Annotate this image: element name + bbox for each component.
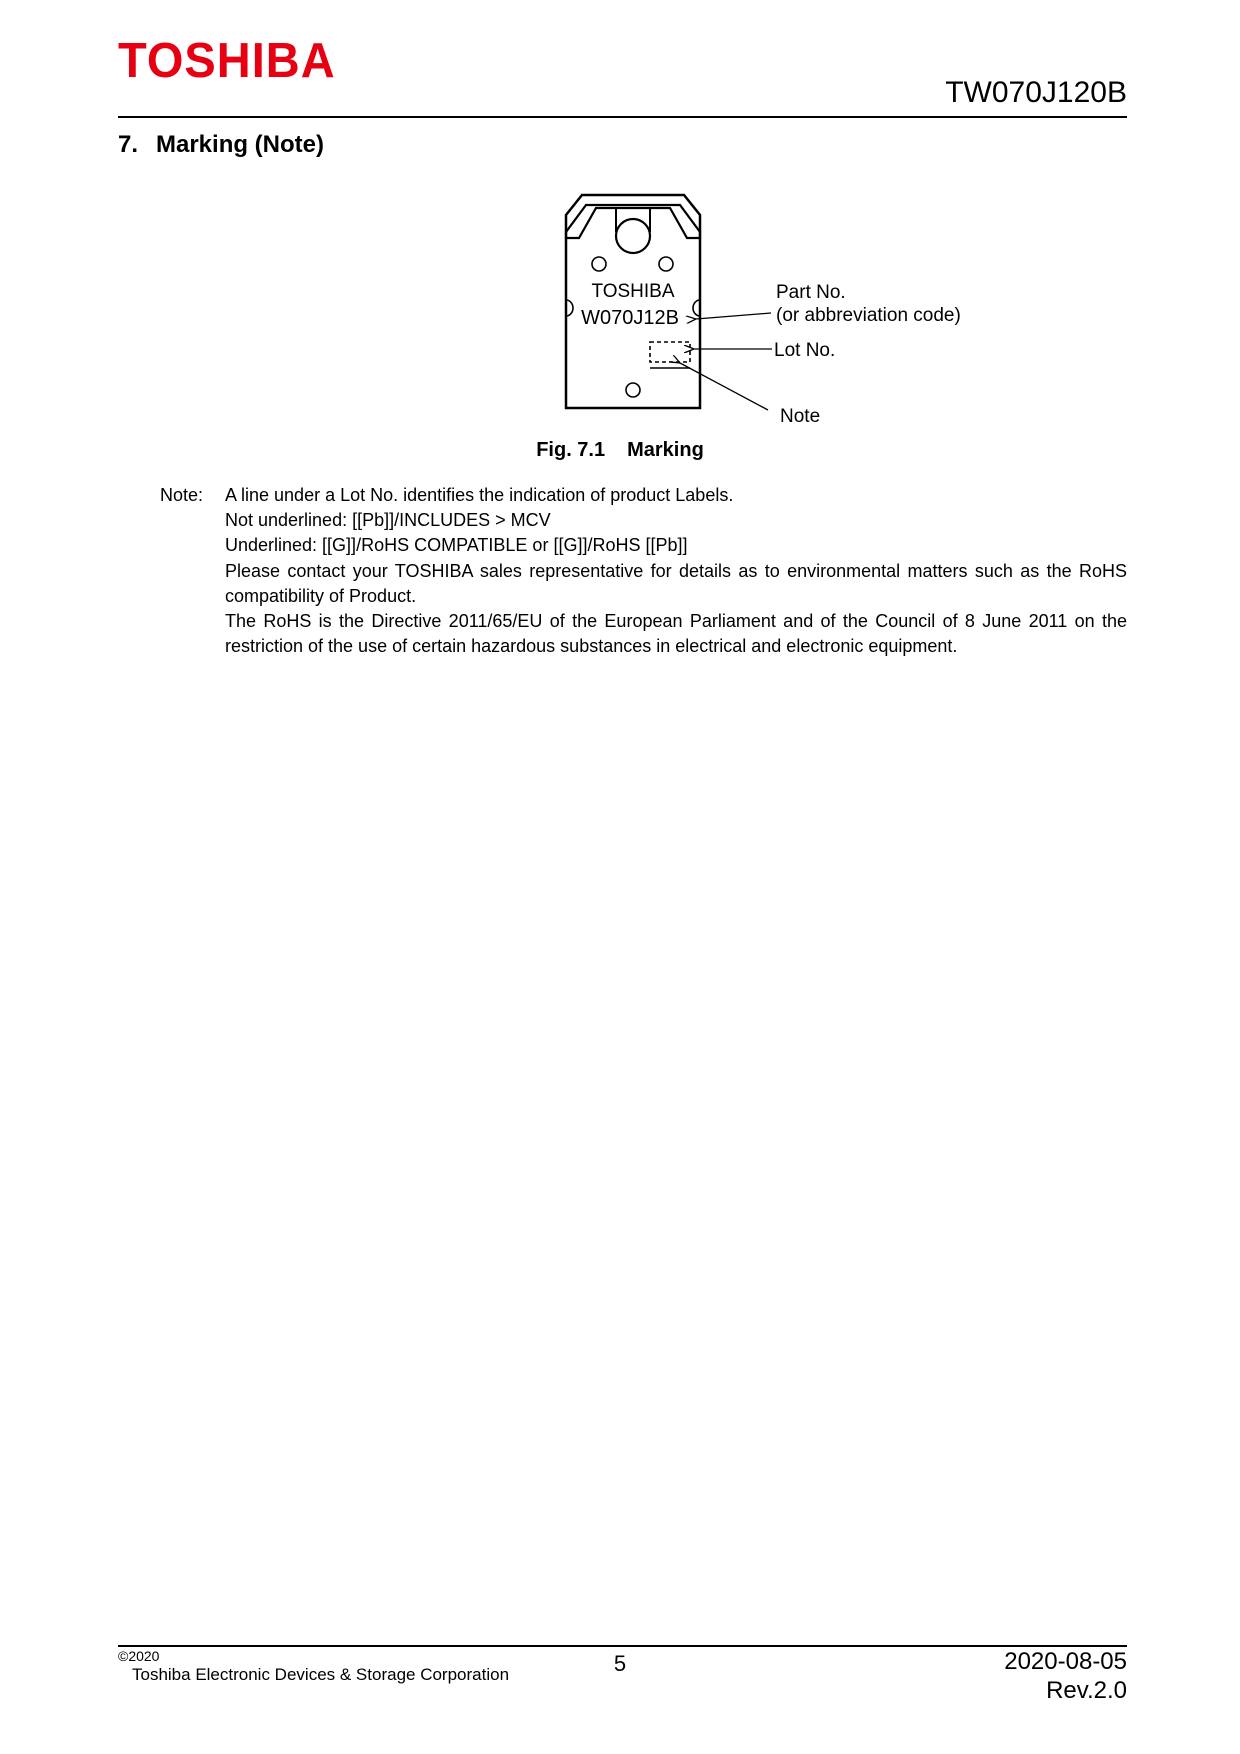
footer-company: Toshiba Electronic Devices & Storage Corporation xyxy=(132,1665,510,1684)
marking-figure xyxy=(560,190,1000,435)
callout-part-abbrev: (or abbreviation code) xyxy=(776,305,961,326)
header-divider xyxy=(118,116,1127,118)
callout-lot-no: Lot No. xyxy=(774,340,836,361)
part-number-arrow xyxy=(696,313,771,319)
note-line: Not underlined: [[Pb]]/INCLUDES > MCV xyxy=(225,510,551,531)
note-line: Please contact your TOSHIBA sales representative for details as to environmental matters such as the RoHS compatibility of Product. xyxy=(225,560,1127,606)
section-number: 7. xyxy=(118,131,139,158)
note-line: A line under a Lot No. identifies the indication of product Labels. xyxy=(225,485,734,505)
section-title-text: Marking (Note) xyxy=(156,131,324,158)
note-line: The RoHS is the Directive 2011/65/EU of the European Parliament and of the Council of 8 June 2011 on the restriction of the use of certain hazardous substances in electrical and electronic equipment. xyxy=(225,611,1127,657)
note-body xyxy=(225,483,1127,659)
package-part-text: W070J12B xyxy=(581,307,679,329)
page-number: 5 xyxy=(613,1651,627,1676)
footer-copyright: ©2020 xyxy=(118,1648,160,1664)
notes-block xyxy=(160,483,1127,659)
note-line: Underlined: [[G]]/RoHS COMPATIBLE or [[G]]/RoHS [[Pb]] xyxy=(225,535,688,556)
package-mount-hole xyxy=(616,219,650,253)
callout-part-no: Part No. xyxy=(776,282,846,303)
toshiba-logo: TOSHIBA xyxy=(118,31,336,88)
figure-caption xyxy=(0,438,1240,462)
document-id: TW070J120B xyxy=(945,76,1127,109)
figure-caption-number: Fig. 7.1 xyxy=(536,439,606,461)
section-title xyxy=(118,131,324,160)
footer-divider xyxy=(118,1645,1127,1647)
footer-revision: Rev.2.0 xyxy=(1046,1677,1127,1704)
figure-caption-title: Marking xyxy=(627,439,704,461)
note-label: Note: xyxy=(160,485,204,505)
package-brand-text: TOSHIBA xyxy=(591,281,675,302)
footer-date: 2020-08-05 xyxy=(1004,1648,1127,1675)
callout-note: Note xyxy=(780,406,821,427)
